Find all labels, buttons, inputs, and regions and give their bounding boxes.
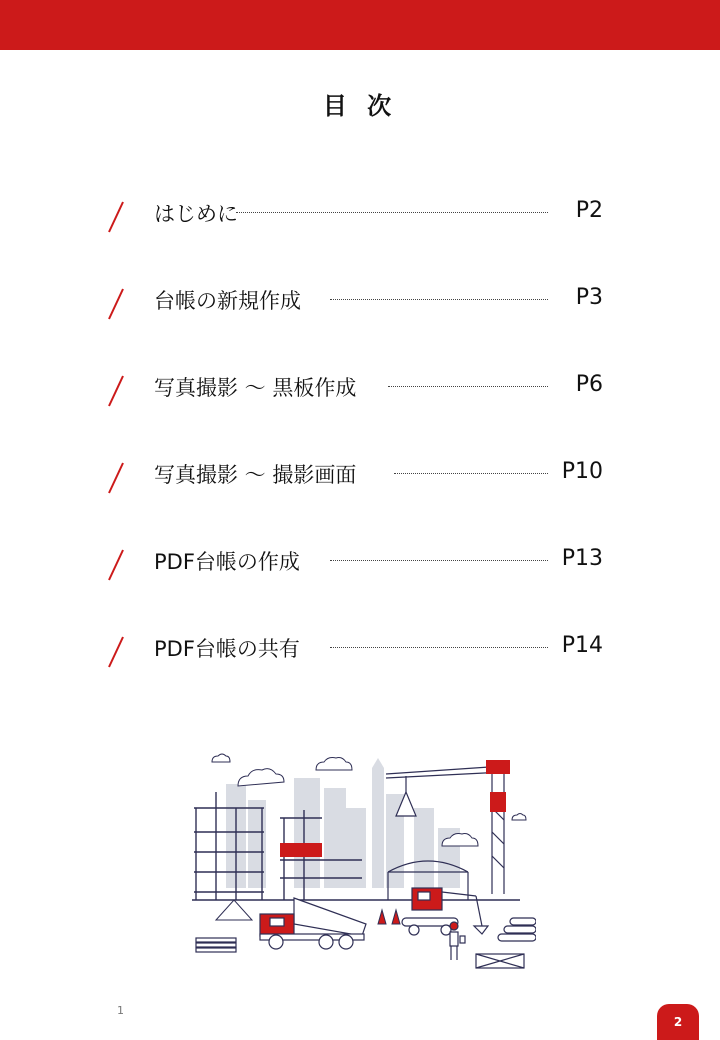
toc-item-5[interactable] [0, 544, 720, 584]
toc-page-number: P10 [561, 459, 603, 484]
crane-counterweight [490, 792, 506, 812]
page-title: 目 次 [322, 92, 398, 120]
top-banner [0, 0, 720, 50]
lumber-stack [196, 938, 236, 952]
excavator [402, 888, 488, 935]
toc-page-number: P3 [575, 285, 603, 310]
dump-truck [260, 898, 366, 949]
barrier [476, 954, 524, 968]
footnote-number: 1 [117, 1004, 124, 1017]
slash-icon [106, 200, 126, 234]
toc-label: PDF台帳の共有 [154, 637, 300, 661]
toc-item-4[interactable] [0, 457, 720, 497]
worker [450, 922, 465, 960]
slash-icon [106, 374, 126, 408]
leader-dots [388, 386, 548, 387]
toc-item-3[interactable] [0, 370, 720, 410]
pipe-stack [498, 918, 536, 941]
slash-icon [106, 461, 126, 495]
toc-label: 写真撮影 〜 撮影画面 [154, 463, 357, 487]
slash-icon [106, 287, 126, 321]
red-sign [280, 843, 322, 857]
leader-dots [330, 647, 548, 648]
slash-icon [106, 635, 126, 669]
toc-label: はじめに [154, 202, 238, 226]
toc-page-number: P13 [561, 546, 603, 571]
leader-dots [394, 473, 548, 474]
slash-icon [106, 548, 126, 582]
toc-item-6[interactable] [0, 631, 720, 671]
sand-pile [216, 900, 252, 920]
toc-page-number: P6 [575, 372, 603, 397]
leader-dots [330, 560, 548, 561]
toc-label: 台帳の新規作成 [154, 289, 301, 313]
toc-label: 写真撮影 〜 黒板作成 [154, 376, 357, 400]
toc-page-number: P2 [575, 198, 603, 223]
traffic-cones [378, 910, 400, 924]
crane-cab [486, 760, 510, 774]
toc-page-number: P14 [561, 633, 603, 658]
page-number-badge: 2 [657, 1004, 699, 1040]
toc-label: PDF台帳の作成 [154, 550, 300, 574]
toc-item-2[interactable] [0, 283, 720, 323]
leader-dots [330, 299, 548, 300]
construction-site-illustration [186, 748, 536, 978]
leader-dots [236, 212, 548, 213]
toc-item-1[interactable] [0, 196, 720, 236]
